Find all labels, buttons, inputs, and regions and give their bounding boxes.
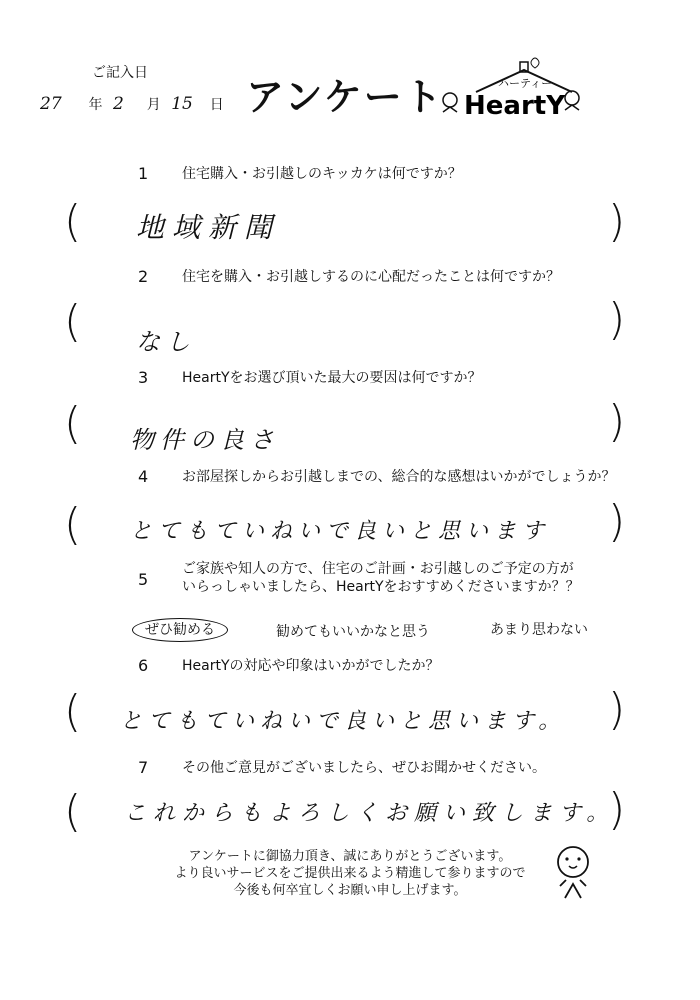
close-paren: ) xyxy=(608,684,626,735)
logo-kana: ハーティー xyxy=(498,77,553,90)
answer-text: とてもていねいで良いと思います。 xyxy=(120,709,567,734)
footer-line: 今後も何卒宜しくお願い申し上げます。 xyxy=(233,883,467,898)
date-day-value: 15 xyxy=(171,94,193,114)
question-text: HeartYの対応や印象はいかがでしたか？ xyxy=(182,658,440,674)
close-paren: ) xyxy=(608,196,626,247)
open-paren: ( xyxy=(64,196,82,247)
close-paren: ) xyxy=(608,496,626,547)
answer-text: 地域新聞 xyxy=(136,211,281,244)
open-paren: ( xyxy=(64,296,82,347)
date-day-unit: 日 xyxy=(209,97,224,113)
question-text: 住宅購入・お引越しのキッカケは何ですか？ xyxy=(182,166,462,182)
question-text: その他ご意見がございましたら、ぜひお聞かせください。 xyxy=(182,760,546,776)
mascot-icon xyxy=(550,842,596,902)
footer-line: アンケートに御協力頂き、誠にありがとうございます。 xyxy=(188,849,512,864)
date-label: ご記入日 xyxy=(92,65,148,81)
option-maybe[interactable]: 勧めてもいいかなと思う xyxy=(276,624,430,640)
open-paren: ( xyxy=(64,398,82,449)
close-paren: ) xyxy=(608,784,626,835)
close-paren: ) xyxy=(608,294,626,345)
option-not-really[interactable]: あまり思わない xyxy=(490,622,588,638)
question-number: 5 xyxy=(138,570,149,589)
answer-text: 物件の良さ xyxy=(130,426,280,454)
option-recommend[interactable] xyxy=(132,619,228,639)
question-number: 6 xyxy=(138,656,149,675)
page-title: アンケート xyxy=(246,75,444,119)
question-text: 住宅を購入・お引越しするのに心配だったことは何ですか？ xyxy=(182,269,560,285)
logo-text: HeartY xyxy=(464,91,566,121)
date-month-value: 2 xyxy=(113,94,124,114)
answer-text: とてもていねいで良いと思います xyxy=(130,519,551,544)
question-text: HeartYをお選び頂いた最大の要因は何ですか？ xyxy=(182,370,482,386)
question-number: 1 xyxy=(138,164,149,183)
footer-line: より良いサービスをご提供出来るよう精進して参りますので xyxy=(174,866,526,881)
open-paren: ( xyxy=(64,786,82,837)
question-number: 2 xyxy=(138,267,149,286)
question-number: 3 xyxy=(138,368,149,387)
date-month-unit: 月 xyxy=(146,97,161,113)
question-number: 4 xyxy=(138,467,149,486)
answer-text: これからもよろしくお願い致します。 xyxy=(124,801,616,826)
open-paren: ( xyxy=(64,499,82,550)
question-number: 7 xyxy=(138,758,149,777)
date-field xyxy=(40,94,224,114)
date-year-value: 27 xyxy=(40,94,62,114)
date-year-unit: 年 xyxy=(88,97,103,113)
open-paren: ( xyxy=(64,686,82,737)
answer-text: なし xyxy=(136,328,196,356)
house-logo-icon xyxy=(436,56,586,126)
question-text-line1: ご家族や知人の方で、住宅のご計画・お引越しのご予定の方が xyxy=(182,561,574,577)
option-label: ぜひ勧める xyxy=(132,618,228,642)
question-text: お部屋探しからお引越しまでの、総合的な感想はいかがでしょうか？ xyxy=(182,469,616,485)
question-text-line2: いらっしゃいましたら、HeartYをおすすめくださいますか？？ xyxy=(182,579,580,595)
close-paren: ) xyxy=(608,396,626,447)
